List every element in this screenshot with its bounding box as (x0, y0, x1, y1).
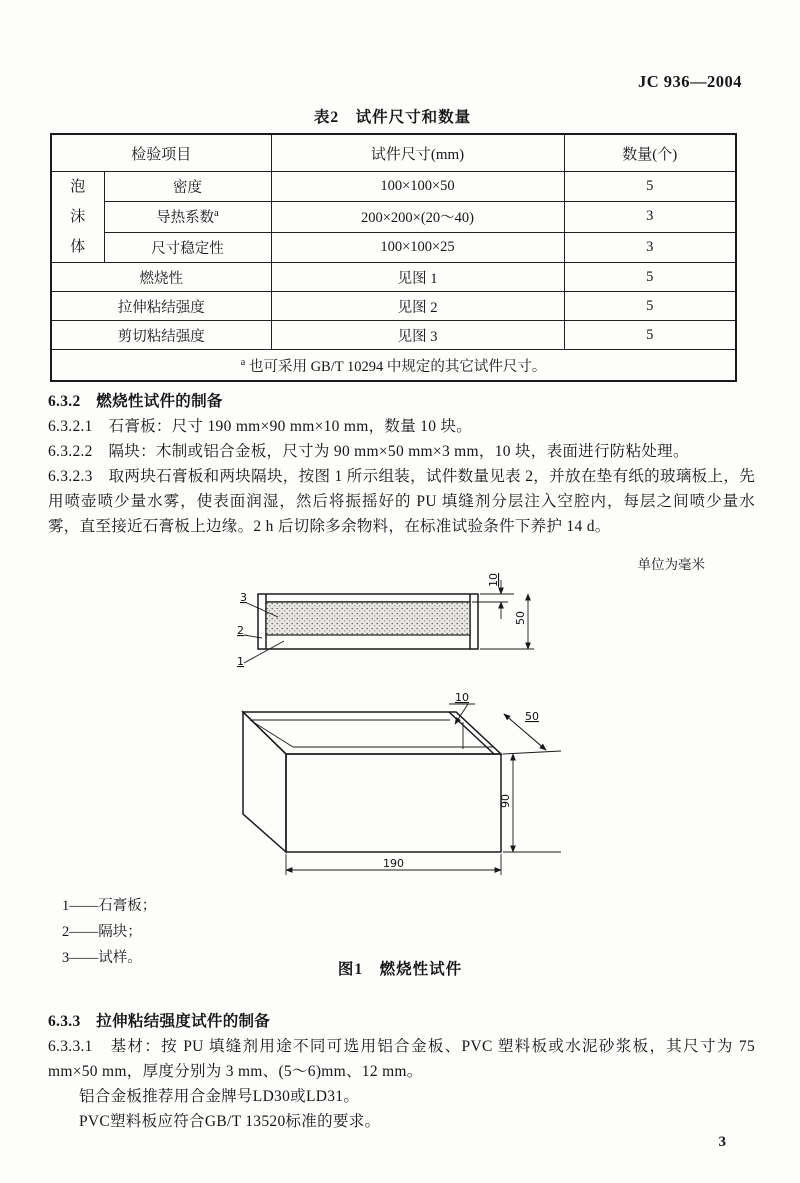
footnote-marker: a (240, 356, 246, 368)
cell-item: 燃烧性 (51, 263, 271, 292)
cell-item: 尺寸稳定性 (104, 232, 271, 262)
dim-label-10: 10 (455, 691, 469, 704)
legend-item: 1——石膏板； (62, 898, 157, 914)
cell-item: 拉伸粘结强度 (51, 292, 271, 321)
page-number: 3 (718, 1134, 726, 1150)
table-row (51, 172, 736, 202)
paragraph-6-3-3-1: 6.3.3.1 基材：按 PU 填缝剂用途不同可选用铝合金板、PVC 塑料板或水泥砂浆板，其尺寸为 75 mm×50 mm，厚度分别为 3 mm、(5～6)mm、12 mm。 (48, 1038, 755, 1080)
cell-size: 见图 1 (271, 263, 564, 292)
footnote-ref: a (214, 208, 219, 220)
figure-caption: 图1 燃烧性试件 (337, 961, 463, 978)
footnote-text: 也可采用 GB/T 10294 中规定的其它试件尺寸。 (248, 358, 547, 375)
cell-item: 剪切粘结强度 (51, 321, 271, 350)
part-label-3: 3 (240, 591, 247, 604)
paragraph-pvc-note: PVC塑料板应符合GB/T 13520标准的要求。 (79, 1113, 381, 1130)
cell-qty: 5 (564, 263, 736, 292)
dim-label-190: 190 (383, 857, 404, 870)
standard-code: JC 936—2004 (637, 72, 742, 91)
cross-section-diagram (236, 573, 546, 679)
cell-qty: 5 (564, 292, 736, 321)
box-left-face (243, 712, 286, 852)
cell-item: 密度 (104, 172, 271, 202)
table-footnote (51, 350, 736, 382)
part-label-1: 1 (237, 655, 244, 668)
legend-item: 2——隔块； (62, 924, 142, 940)
col-header-item: 检验项目 (51, 134, 271, 172)
group-cell-foam (51, 172, 104, 263)
col-header-size: 试件尺寸(mm) (271, 134, 564, 172)
cell-item (104, 202, 271, 232)
box-front-face (286, 754, 501, 852)
cell-size: 见图 3 (271, 321, 564, 350)
figure-1 (0, 575, 800, 977)
unit-note: 单位为毫米 (637, 557, 705, 572)
table-row (51, 202, 736, 232)
dim-label-90: 90 (499, 794, 512, 808)
paragraph-6-3-2-2: 6.3.2.2 隔块：木制或铝合金板，尺寸为 90 mm×50 mm×3 mm，10 块，表面进行防粘处理。 (48, 443, 689, 460)
specimen-fill (266, 602, 470, 635)
cell-size: 200×200×(20～40) (271, 202, 564, 232)
cell-qty: 5 (564, 321, 736, 350)
cell-size: 100×100×25 (271, 232, 564, 262)
table-header-row (51, 134, 736, 172)
dim-label-50: 50 (514, 611, 527, 625)
cell-qty: 5 (564, 172, 736, 202)
dim-label-10: 10 (487, 573, 500, 587)
col-header-qty: 数量(个) (564, 134, 736, 172)
table-row (51, 321, 736, 350)
cell-qty: 3 (564, 202, 736, 232)
paragraph-aluminium-note: 铝合金板推荐用合金牌号LD30或LD31。 (79, 1088, 360, 1105)
section-6-3-3-heading: 6.3.3 拉伸粘结强度试件的制备 (48, 1013, 271, 1030)
cell-size: 100×100×50 (271, 172, 564, 202)
table-row (51, 263, 736, 292)
spec-table (50, 133, 737, 382)
cell-qty: 3 (564, 232, 736, 262)
section-6-3-2-heading: 6.3.2 燃烧性试件的制备 (48, 393, 223, 410)
box-diagram (231, 691, 571, 883)
table-title: 表2 试件尺寸和数量 (313, 109, 472, 126)
paragraph-6-3-2-1: 6.3.2.1 石膏板：尺寸 190 mm×90 mm×10 mm，数量 10 块。 (48, 418, 473, 435)
table-row (51, 292, 736, 321)
part-label-2: 2 (237, 624, 244, 637)
table-footnote-row (51, 350, 736, 382)
dim-label-50: 50 (525, 710, 539, 723)
legend-item: 3——试样。 (62, 950, 142, 966)
group-label: 泡沫体 (70, 179, 86, 255)
table-row (51, 232, 736, 262)
paragraph-6-3-2-3: 6.3.2.3 取两块石膏板和两块隔块，按图 1 所示组装，试件数量见表 2，并放在垫有纸的玻璃板上，先用喷壶喷少量水雾，使表面润湿，然后将振摇好的 PU 填缝剂分层注入空腔内，每层之间喷少量水雾，直至接近石膏板上边缘。2 h 后切除多余物料，在标准试验条件下养护 14 d。 (48, 468, 755, 535)
item-text: 导热系数 (156, 210, 215, 227)
cell-size: 见图 2 (271, 292, 564, 321)
